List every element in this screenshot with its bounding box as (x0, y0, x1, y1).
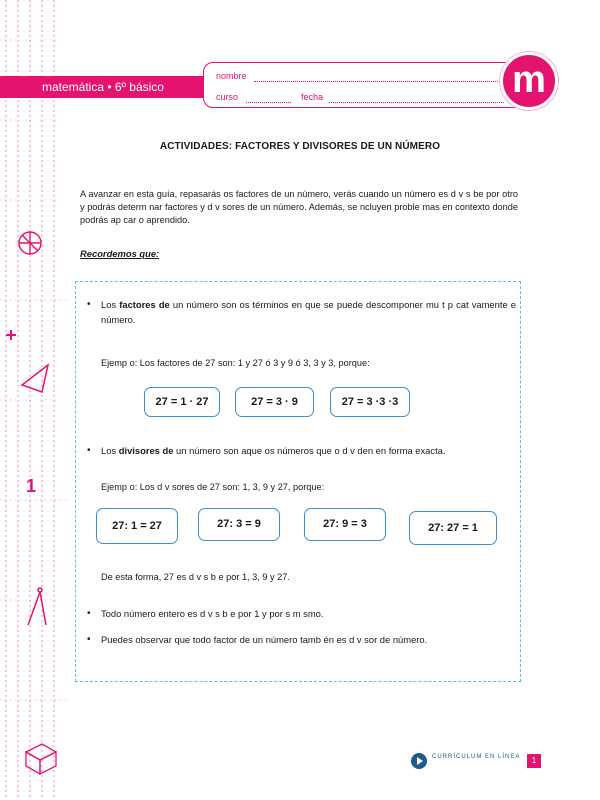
curso-field[interactable] (246, 102, 291, 103)
wheel-icon (19, 232, 41, 254)
compass-icon (28, 588, 46, 625)
bullet-dot: • (87, 445, 91, 456)
brand-logo: m (500, 52, 558, 110)
divisor-equation-3: 27: 9 = 3 (304, 508, 386, 541)
divisor-equation-2: 27: 3 = 9 (198, 508, 280, 541)
divisores-term: divisores de (118, 445, 174, 456)
curriculum-logo-icon (410, 752, 428, 770)
subject-label: matemática • 6º básico (42, 80, 164, 94)
nombre-field[interactable] (254, 81, 504, 82)
bullet-dot: • (87, 608, 91, 619)
divisor-equation-4: 27: 27 = 1 (409, 511, 497, 545)
intro-paragraph: A avanzar en esta guía, repasarás os factores de un número, verás cuando un número es d v s be por otro y podrás determ nar factores y d v sores de un número. Además, se ncluyen proble mas en contexto donde podrás ap car o aprendido. (80, 189, 518, 225)
decorative-margin (0, 0, 68, 800)
bullet-dot: • (87, 634, 91, 645)
page-title: ACTIVIDADES: FACTORES Y DIVISORES DE UN NÚMERO (159, 141, 441, 152)
divisores-example: Ejemp o: Los d v sores de 27 son: 1, 3, 9 y 27, porque: (101, 482, 325, 492)
curso-label: curso (216, 92, 239, 102)
triangle-ruler-icon (22, 365, 48, 392)
divisores-definition: • Los divisores de un número son aque os números que o d v den en forma exacta. (87, 445, 446, 456)
number-one-icon: 1 (26, 476, 37, 496)
plus-icon (6, 330, 16, 340)
factores-term: factores de (119, 299, 170, 310)
divisores-conclusion: De esta forma, 27 es d v s b e por 1, 3, 9 y 27. (101, 572, 290, 582)
nombre-label: nombre (216, 71, 247, 81)
divisor-equation-1: 27: 1 = 27 (96, 508, 178, 544)
factores-definition: • Los factores de un número son os términos en que se puede descomponer mu t p cat vamente e número. (87, 299, 516, 325)
fecha-field[interactable] (329, 102, 504, 103)
factor-equation-3: 27 = 3 ·3 ·3 (330, 387, 410, 417)
bullet-note-1: • Todo número entero es d v s b e por 1 y por s m smo. (87, 608, 324, 619)
footer-brand: CURRÍCULUM EN LÍNEA (432, 754, 521, 760)
page-number: 1 (527, 754, 541, 768)
bullet-note-2: • Puedes observar que todo factor de un número tamb én es d v sor de número. (87, 634, 428, 645)
subject-band (0, 76, 205, 98)
student-info-box (203, 62, 523, 108)
factor-equation-1: 27 = 1 · 27 (144, 387, 220, 417)
factor-equation-2: 27 = 3 · 9 (235, 387, 314, 417)
section-heading: Recordemos que: (80, 248, 160, 259)
fecha-label: fecha (301, 92, 324, 102)
cube-icon (26, 744, 56, 774)
bullet-dot: • (87, 299, 91, 310)
factores-example: Ejemp o: Los factores de 27 son: 1 y 27 ó 3 y 9 ó 3, 3 y 3, porque: (101, 358, 370, 368)
